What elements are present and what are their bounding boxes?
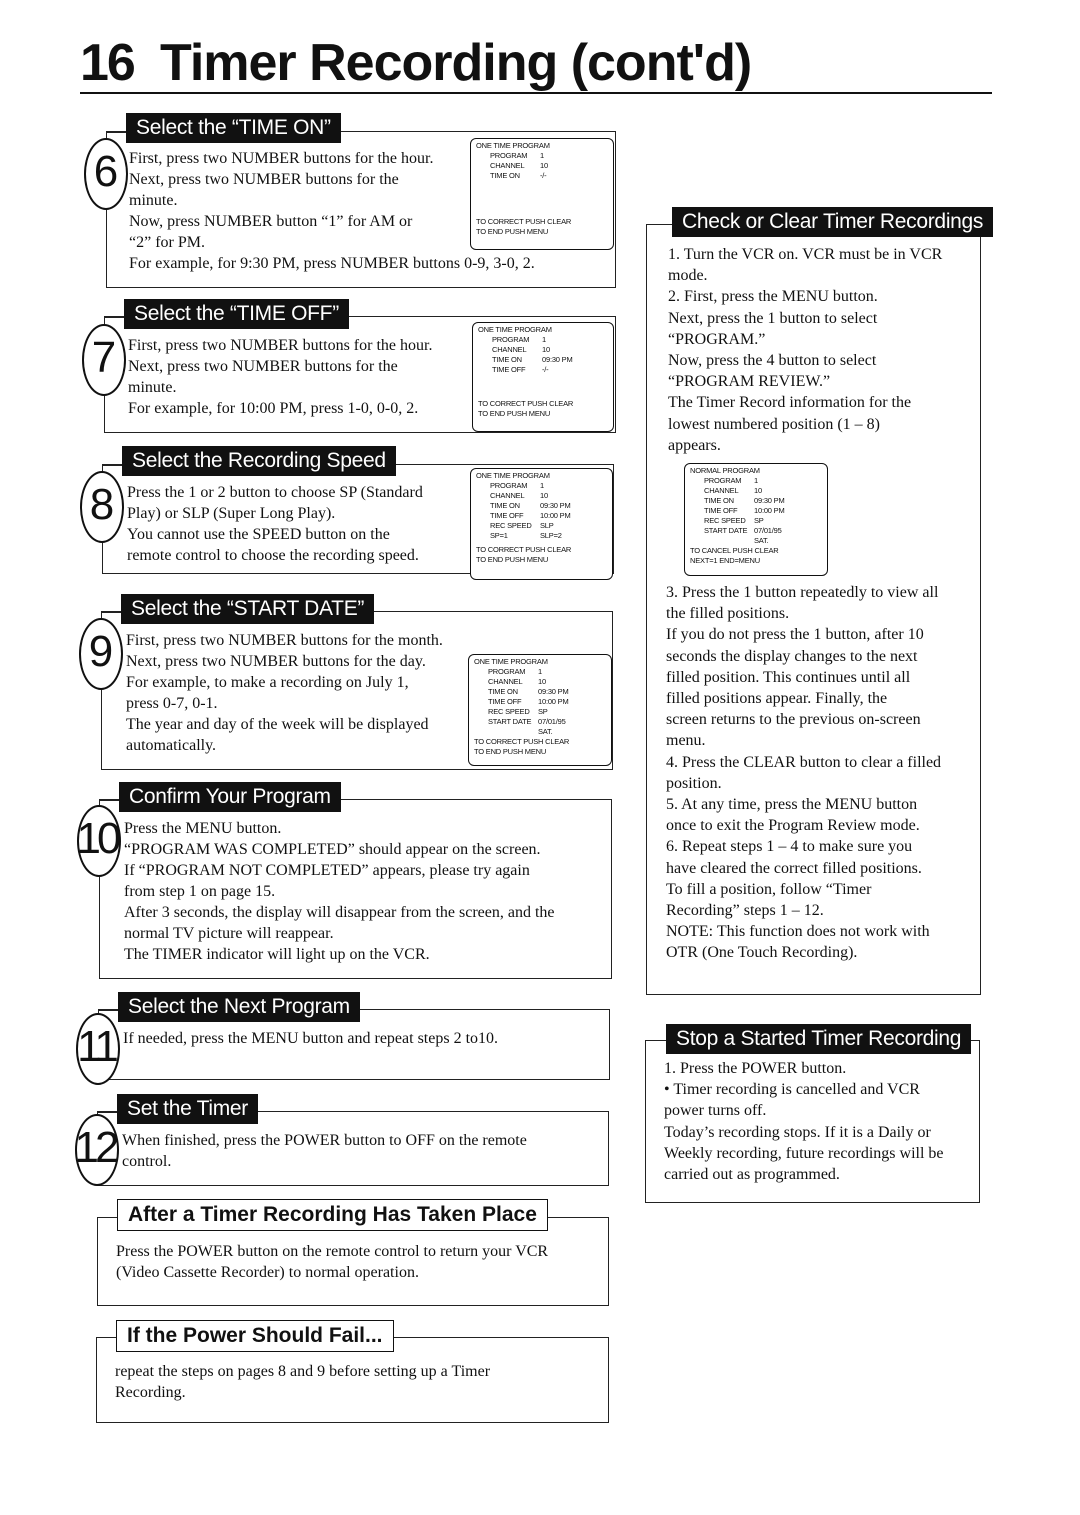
- step-12-number: 12: [75, 1114, 119, 1186]
- after-recording-text: Press the POWER button on the remote control to return your VCR (Video Cassette Recorder) to normal operation.: [116, 1243, 549, 1281]
- step-9-number: 9: [79, 618, 123, 690]
- page-number: 16: [80, 34, 134, 92]
- check-clear-steps-1: 1. Turn the VCR on. VCR must be in VCR mode. 2. First, press the MENU button. Next, press the 1 button to select “PROGRAM.” Now, press the 4 button to select “PROGRAM REVIEW.” The Timer Record information for the lowest numbered position (1 – 8) appears.: [668, 246, 943, 454]
- step-8-screen: ONE TIME PROGRAM PROGRAM 1 CHANNEL 10 TIME ON 09:30 PM TIME OFF 10:00 PM REC SPEED SLP SP=1 SLP=2 TO CORRECT PUSH CLEAR TO END PUSH MENU: [470, 468, 613, 580]
- program-review-screen: NORMAL PROGRAM PROGRAM 1 CHANNEL 10 TIME ON 09:30 PM TIME OFF 10:00 PM REC SPEED SP START DATE 07/01/95 SAT. TO CANCEL PUSH CLEAR NEXT=1 END=MENU: [684, 463, 828, 576]
- step-9-screen: ONE TIME PROGRAM PROGRAM 1 CHANNEL 10 TIME ON 09:30 PM TIME OFF 10:00 PM REC SPEED SP START DATE 07/01/95 SAT. TO CORRECT PUSH CLEAR TO END PUSH MENU: [468, 654, 612, 766]
- step-6-header: Select the “TIME ON”: [126, 113, 341, 143]
- step-11-header: Select the Next Program: [118, 992, 360, 1022]
- after-recording-header: After a Timer Recording Has Taken Place: [117, 1199, 548, 1231]
- step-10-number: 10: [77, 805, 121, 877]
- step-9-header: Select the “START DATE”: [121, 594, 374, 624]
- step-7-text: First, press two NUMBER buttons for the hour. Next, press two NUMBER buttons for the minute. For example, for 10:00 PM, press 1-0, 0-0, 2.: [128, 337, 433, 417]
- stop-recording-header: Stop a Started Timer Recording: [666, 1024, 971, 1054]
- check-clear-steps-2: 3. Press the 1 button repeatedly to view all the filled positions. If you do not press the 1 button, after 10 seconds the display changes to the next filled position. This continues until all filled positions appear. Finally, the screen returns to the previous on-screen menu. 4. Press the CLEAR button to clear a filled position. 5. At any time, press the MENU button once to exit the Program Review mode. 6. Repeat steps 1 – 4 to make sure you have cleared the correct filled positions. To fill a position, follow “Timer Recording” steps 1 – 12. NOTE: This function does not work with OTR (One Touch Recording).: [666, 584, 942, 962]
- step-6-number: 6: [84, 138, 128, 210]
- step-12-text: When finished, press the POWER button to OFF on the remote control.: [122, 1132, 527, 1170]
- power-fail-header: If the Power Should Fail...: [116, 1320, 394, 1352]
- step-7-number: 7: [82, 324, 126, 396]
- step-8-number: 8: [80, 471, 124, 543]
- step-8-header: Select the Recording Speed: [122, 446, 396, 476]
- step-9-text: First, press two NUMBER buttons for the month. Next, press two NUMBER buttons for the day. For example, to make a recording on July 1, press 0-7, 0-1. The year and day of the week will be displayed automatically.: [126, 632, 443, 754]
- step-11-number: 11: [76, 1013, 120, 1085]
- step-10-text: Press the MENU button. “PROGRAM WAS COMPLETED” should appear on the screen. If “PROGRAM NOT COMPLETED” appears, please try again from step 1 on page 15. After 3 seconds, the display will disappear from the screen, and the normal TV picture will reappear. The TIMER indicator will light up on the VCR.: [124, 820, 555, 963]
- page-title: [80, 30, 992, 94]
- step-8-text: Press the 1 or 2 button to choose SP (Standard Play) or SLP (Super Long Play). You cannot use the SPEED button on the remote control to choose the recording speed.: [127, 484, 423, 564]
- check-clear-header: Check or Clear Timer Recordings: [672, 207, 993, 237]
- power-fail-text: repeat the steps on pages 8 and 9 before setting up a Timer Recording.: [115, 1363, 491, 1401]
- stop-recording-text: 1. Press the POWER button. • Timer recording is cancelled and VCR power turns off. Today’s recording stops. If it is a Daily or Weekly recording, future recordings will be carried out as programmed.: [664, 1060, 944, 1184]
- step-6-text: First, press two NUMBER buttons for the hour. Next, press two NUMBER buttons for the minute. Now, press NUMBER button “1” for AM or “2” for PM. For example, for 9:30 PM, press NUMBER buttons 0-9, 3-0, 2.: [129, 150, 535, 272]
- step-12-header: Set the Timer: [117, 1094, 258, 1124]
- page-title-text: Timer Recording (cont'd): [160, 34, 752, 92]
- step-11-text: If needed, press the MENU button and repeat steps 2 to10.: [123, 1030, 499, 1047]
- step-6-screen: ONE TIME PROGRAM PROGRAM 1 CHANNEL 10 TIME ON -/- TO CORRECT PUSH CLEAR TO END PUSH MENU: [470, 138, 614, 250]
- step-7-header: Select the “TIME OFF”: [124, 299, 349, 329]
- step-10-header: Confirm Your Program: [119, 782, 341, 812]
- step-7-screen: ONE TIME PROGRAM PROGRAM 1 CHANNEL 10 TIME ON 09:30 PM TIME OFF -/- TO CORRECT PUSH CLEAR TO END PUSH MENU: [472, 322, 614, 432]
